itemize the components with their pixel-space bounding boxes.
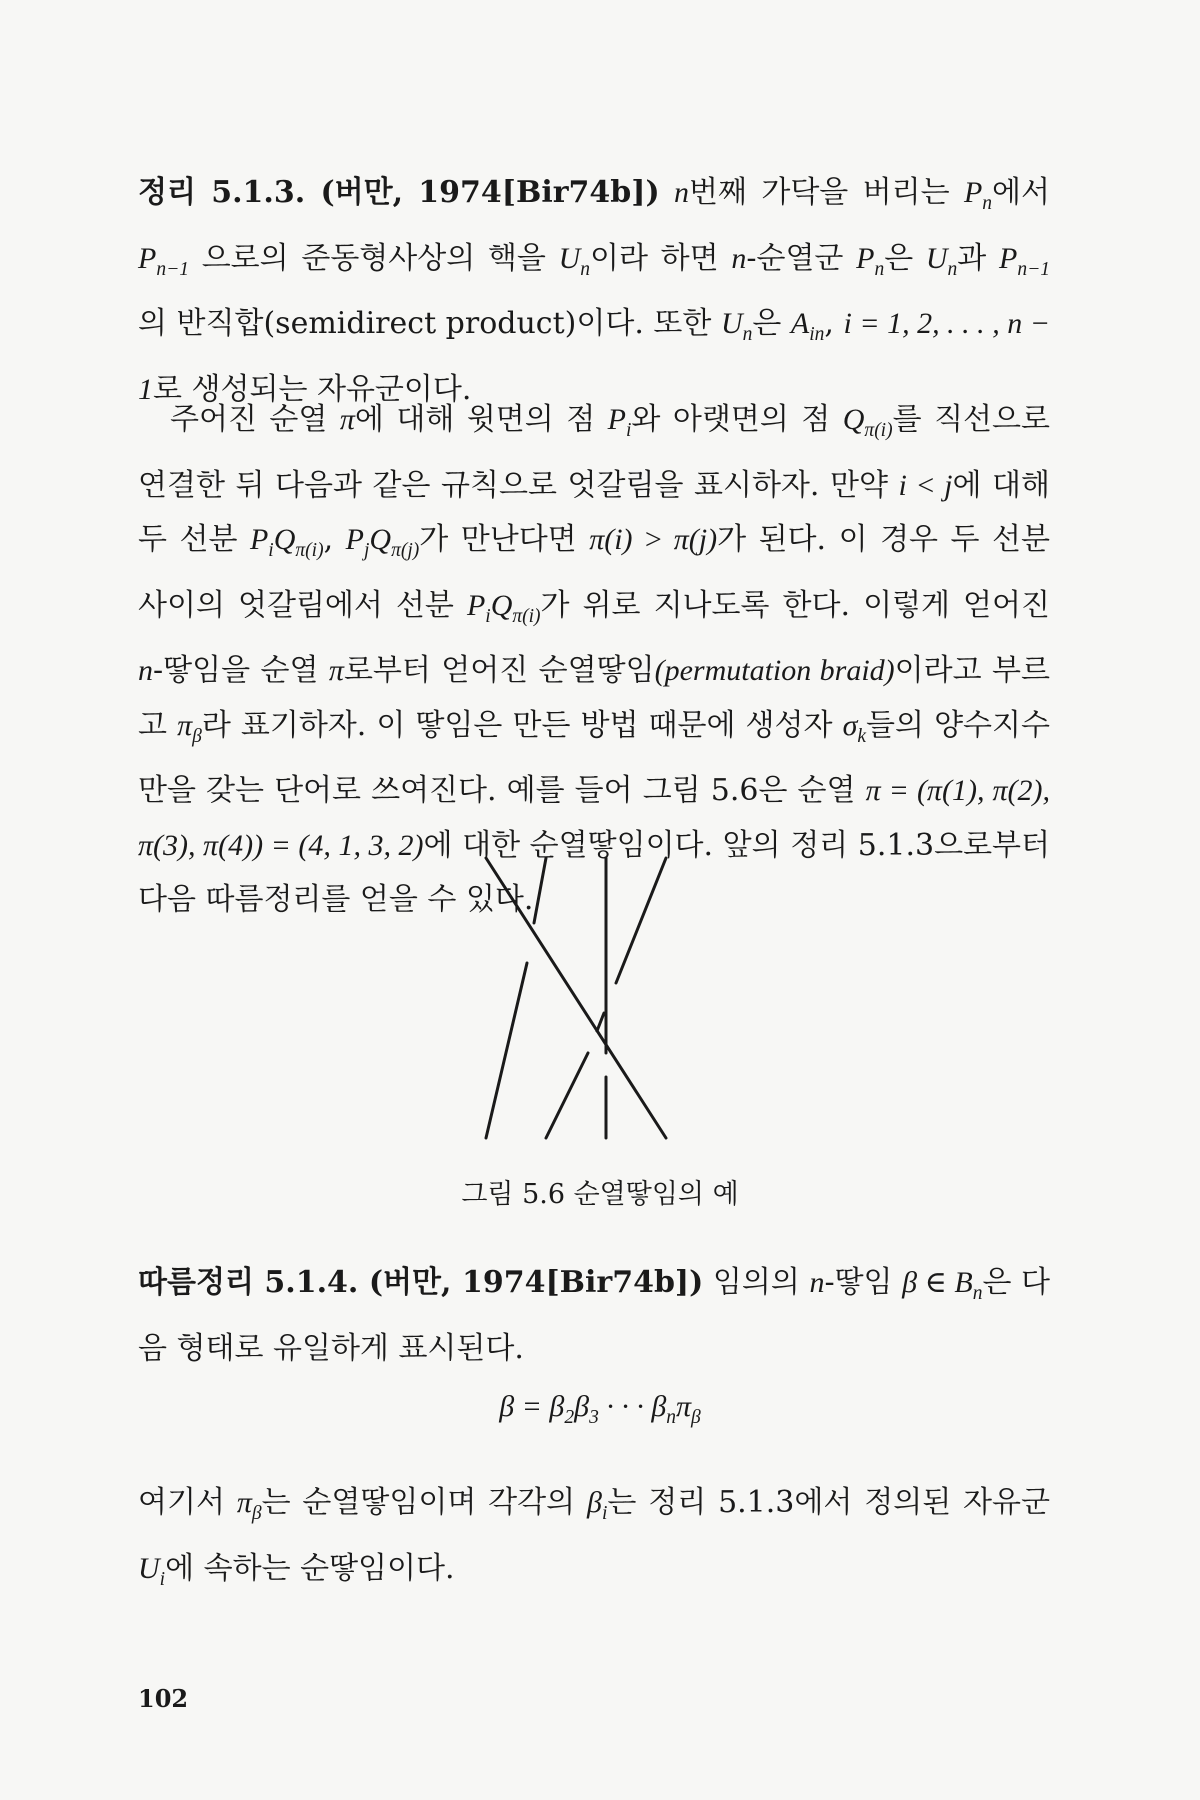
braid-strand-2-top xyxy=(534,858,546,923)
theorem-label: 정리 5.1.3. (버만, 1974[Bir74b]) xyxy=(138,175,660,210)
braid-strand-4-top xyxy=(616,858,666,983)
theorem-5-1-3: 정리 5.1.3. (버만, 1974[Bir74b]) n번째 가닥을 버리는 $P_n$에서 $P_{n-1}$ 으로의 준동형사상의 핵을 $U_n$이라 하면 n-순열군 $P_n$은 $U_n$과 $P_{n-1}$의 반직합(semidirect product)이다. 또한 $U_n$은 $A_{in}$, i = 1, 2, . . . , n − 1로 생성되는 자유군이다. xyxy=(138,175,1050,407)
figure-caption: 그림 5.6 순열땋임의 예 xyxy=(461,1179,739,1210)
braid-strand-4-mid xyxy=(597,1013,604,1031)
display-formula: $\beta = \beta_2\beta_3$ · · · $\beta_n\pi_\beta$ xyxy=(499,1390,701,1428)
braid-strand-2-bottom xyxy=(486,963,527,1138)
braid-strand-1 xyxy=(486,858,666,1138)
corollary-label: 따름정리 5.1.4. (버만, 1974[Bir74b]) xyxy=(138,1265,704,1300)
page-number: 102 xyxy=(138,1684,189,1713)
body-paragraph: 주어진 순열 π에 대해 윗면의 점 $P_i$와 아랫면의 점 $Q_{\pi(i)}$를 직선으로 연결한 뒤 다음과 같은 규칙으로 엇갈림을 표시하자. 만약 i < j에 대해 두 선분 $P_iQ_{\pi(i)}$, $P_jQ_{\pi(j)}$가 만난다면 π(i) > π(j)가 된다. 이 경우 두 선분 사이의 엇갈림에서 선분 $P_iQ_{\pi(i)}$가 위로 지나도록 한다. 이렇게 얻어진 n-땋임을 순열 π로부터 얻어진 순열땋임(permutation braid)이라고 부르고 $\pi_\beta$라 표기하자. 이 땋임은 만든 방법 때문에 생성자 $\sigma_k$들의 양수지수만을 갖는 단어로 쓰여진다. 예를 들어 그림 5.6은 순열 π = (π(1), π(2), π(3), π(4)) = (4, 1, 3, 2)에 대한 순열땋임이다. 앞의 정리 5.1.3으로부터 다음 따름정리를 얻을 수 있다. xyxy=(138,402,1051,917)
braid-strand-4-bottom xyxy=(546,1053,588,1138)
corollary-5-1-4: 따름정리 5.1.4. (버만, 1974[Bir74b]) 임의의 n-땋임 β ∈ $B_n$은 다음 형태로 유일하게 표시된다. xyxy=(138,1265,1050,1366)
final-paragraph: 여기서 $\pi_\beta$는 순열땋임이며 각각의 $\beta_i$는 정리 5.1.3에서 정의된 자유군 $U_i$에 속하는 순땋임이다. xyxy=(138,1485,1050,1590)
permutation-braid-figure xyxy=(480,855,720,1165)
